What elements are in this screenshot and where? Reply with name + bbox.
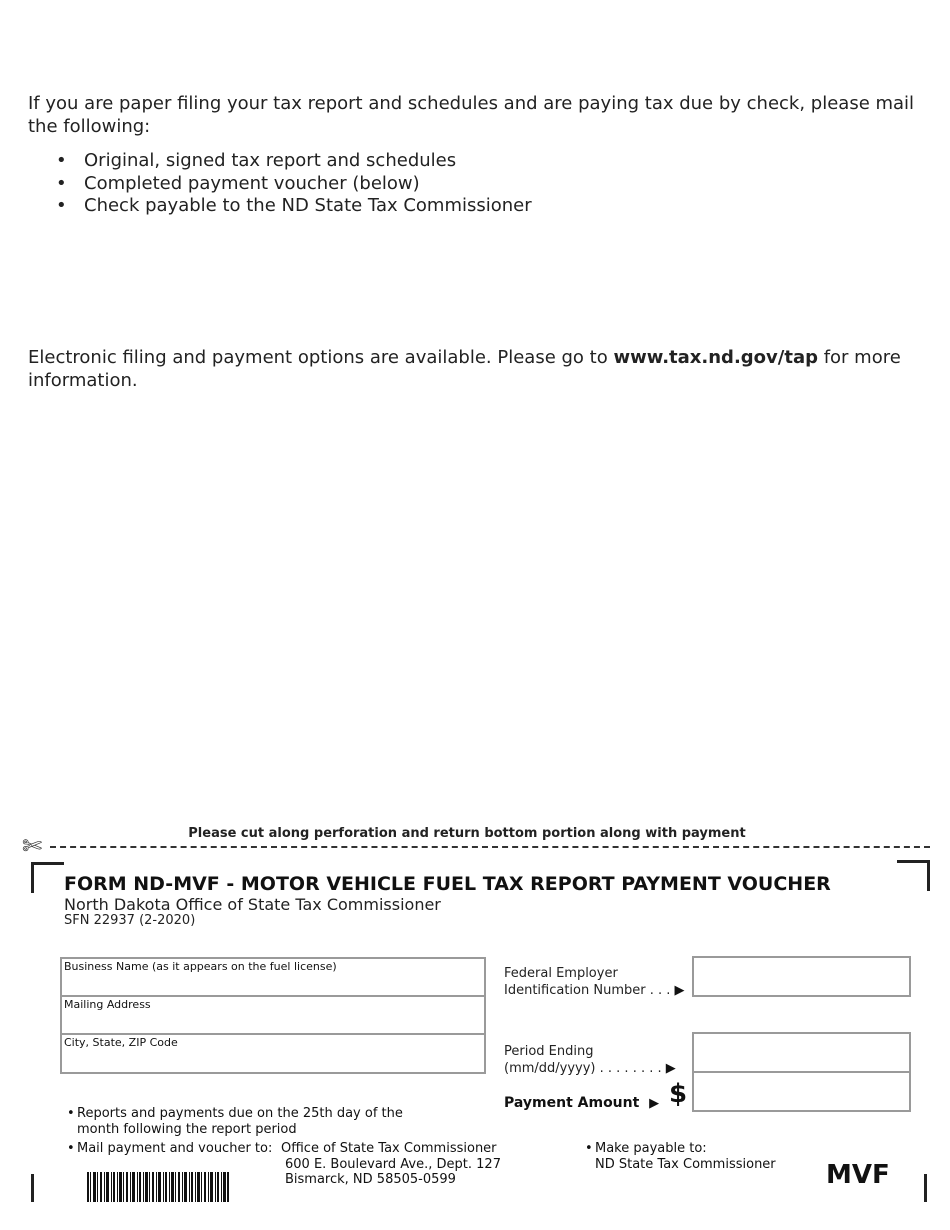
form-title: FORM ND-MVF - MOTOR VEHICLE FUEL TAX REPORT PAYMENT VOUCHER	[64, 873, 831, 895]
mailing-address-label: Mailing Address	[64, 998, 151, 1011]
payment-amount-input[interactable]	[692, 1071, 911, 1112]
arrow-right-icon: ▶	[674, 983, 685, 998]
tap-link[interactable]: www.tax.nd.gov/tap	[613, 347, 818, 368]
crop-mark-top-left	[31, 862, 64, 893]
cut-instruction: Please cut along perforation and return bottom portion along with payment	[188, 826, 746, 841]
form-number: SFN 22937 (2-2020)	[64, 913, 196, 928]
list-item: • Completed payment voucher (below)	[28, 173, 908, 196]
arrow-right-icon: ▶	[649, 1096, 660, 1111]
arrow-right-icon: ▶	[665, 1061, 676, 1076]
perforation-line	[50, 846, 930, 848]
period-ending-input[interactable]	[692, 1032, 911, 1073]
intro-text: If you are paper filing your tax report and schedules and are paying tax due by check, please mail the following:	[28, 93, 915, 137]
efile-prefix: Electronic filing and payment options are available. Please go to	[28, 347, 614, 368]
city-state-zip-field[interactable]	[60, 1033, 486, 1074]
business-name-field[interactable]	[60, 957, 486, 997]
fein-input[interactable]	[692, 956, 911, 997]
list-item: • Original, signed tax report and schedules	[28, 150, 908, 173]
mail-note: • Mail payment and voucher to:	[67, 1141, 273, 1156]
business-name-label: Business Name (as it appears on the fuel license)	[64, 960, 337, 973]
dollar-sign: $	[669, 1079, 688, 1109]
fein-label: Federal Employer Identification Number . . . ▶	[504, 966, 685, 998]
barcode-icon	[87, 1172, 229, 1202]
list-item: • Check payable to the ND State Tax Commissioner	[28, 195, 908, 218]
office-name: North Dakota Office of State Tax Commissioner	[64, 895, 441, 914]
mailing-checklist	[28, 150, 908, 218]
scissors-icon: ✄	[22, 832, 43, 860]
period-ending-label: Period Ending (mm/dd/yyyy) . . . . . . . . ▶	[504, 1044, 676, 1076]
payment-amount-label: Payment Amount ▶	[504, 1095, 660, 1111]
mail-address: Office of State Tax Commissioner 600 E. Boulevard Ave., Dept. 127 Bismarck, ND 58505-0599	[281, 1141, 501, 1187]
city-state-zip-label: City, State, ZIP Code	[64, 1036, 178, 1049]
crop-mark-bottom-right	[924, 1174, 927, 1202]
crop-mark-top-right	[897, 860, 930, 891]
form-code: MVF	[826, 1160, 890, 1190]
efile-text	[28, 346, 928, 392]
mailing-address-field[interactable]	[60, 995, 486, 1035]
efile-suffix: for more information.	[28, 347, 901, 391]
due-note: • Reports and payments due on the 25th day of the month following the report period	[67, 1106, 403, 1137]
crop-mark-bottom-left	[31, 1174, 34, 1202]
payable-note: • Make payable to: ND State Tax Commissioner	[585, 1141, 776, 1172]
